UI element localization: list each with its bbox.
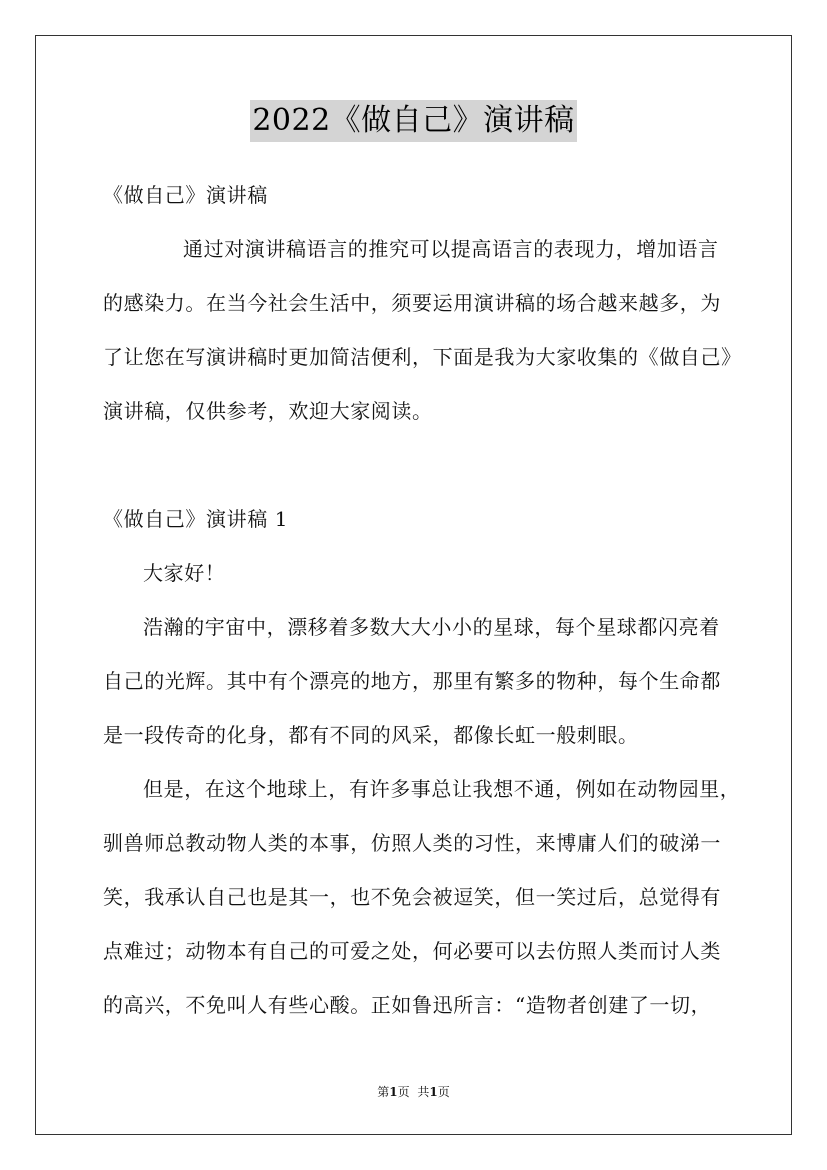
footer-total-number: 1 xyxy=(429,1085,438,1099)
body-line-4: 但是，在这个地球上，有许多事总让我想不通，例如在动物园里， xyxy=(143,777,741,801)
intro-line-4: 演讲稿，仅供参考，欢迎大家阅读。 xyxy=(103,399,433,423)
section-heading: 《做自己》演讲稿 1 xyxy=(103,507,289,531)
intro-line-3: 了让您在写演讲稿时更加简洁便利，下面是我为大家收集的《做自己》 xyxy=(103,345,742,369)
body-line-8: 的高兴，不免叫人有些心酸。正如鲁迅所言：“造物者创建了一切， xyxy=(103,993,712,1017)
footer-page-number: 1 xyxy=(389,1085,398,1099)
document-title: 2022《做自己》演讲稿 xyxy=(250,100,576,142)
intro-line-2: 的感染力。在当今社会生活中，须要运用演讲稿的场合越来越多，为 xyxy=(103,291,721,315)
body-line-3: 是一段传奇的化身，都有不同的风采，都像长虹一般刺眼。 xyxy=(103,723,639,747)
footer-page-prefix: 第 xyxy=(377,1085,390,1099)
footer-total-suffix: 页 xyxy=(437,1085,450,1099)
body-line-5: 驯兽师总教动物人类的本事，仿照人类的习性，来博庸人们的破涕一 xyxy=(103,831,721,855)
greeting: 大家好！ xyxy=(143,561,226,585)
body-line-1: 浩瀚的宇宙中，漂移着多数大大小小的星球，每个星球都闪亮着 xyxy=(143,615,720,639)
intro-line-1: 通过对演讲稿语言的推究可以提高语言的表现力，增加语言 xyxy=(183,237,719,261)
document-subtitle: 《做自己》演讲稿 xyxy=(103,183,268,207)
page-footer xyxy=(0,1084,827,1100)
footer-page-suffix: 页 xyxy=(397,1085,410,1099)
body-line-6: 笑，我承认自己也是其一，也不免会被逗笑，但一笑过后，总觉得有 xyxy=(103,885,721,909)
body-line-2: 自己的光辉。其中有个漂亮的地方，那里有繁多的物种，每个生命都 xyxy=(103,669,721,693)
footer-total-prefix: 共 xyxy=(417,1085,430,1099)
body-line-7: 点难过；动物本有自己的可爱之处，何必要可以去仿照人类而讨人类 xyxy=(103,939,721,963)
